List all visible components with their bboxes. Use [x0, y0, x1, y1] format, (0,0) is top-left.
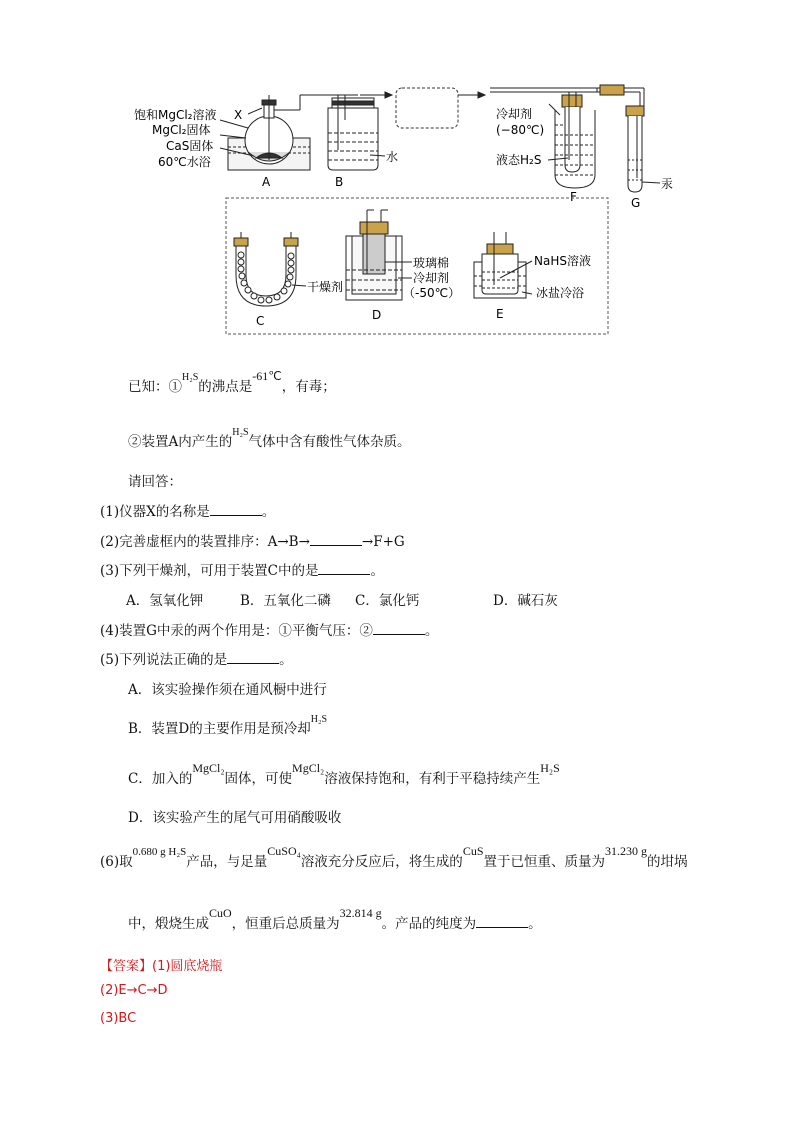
value-h2s-mass: 0.680 g H₂S — [132, 846, 187, 858]
question-6-line-1: (6)取0.680 g H₂S产品，与足量CuSO₄溶液充分反应后，将生成的CuS置于已恒重、质量为31.230 g的坩埚 — [100, 844, 688, 870]
answer-blank — [227, 651, 279, 664]
answer-blank — [318, 562, 370, 575]
answer-line-1: 【答案】(1)圆底烧瓶 — [100, 959, 223, 974]
label-d: D — [372, 308, 382, 322]
question-5-option-c: C．加入的MgCl₂固体，可使MgCl₂溶液保持饱和，有利于平稳持续产生H₂S — [128, 761, 560, 787]
label-coolant2: 冷却剂 — [413, 271, 450, 285]
label-b: B — [335, 175, 344, 189]
answer-line-2: (2)E→C→D — [100, 983, 168, 998]
value-total-mass: 32.814 g — [339, 906, 382, 920]
apparatus-c — [234, 232, 306, 306]
label-sat-mgcl2: 饱和MgCl₂溶液 — [134, 108, 217, 122]
answer-blank — [476, 915, 528, 928]
question-5-option-b: B．装置D的主要作用是预冷却H₂S — [128, 714, 328, 737]
label-cas-solid: CaS固体 — [166, 139, 214, 153]
label-ice-salt: 冰盐冷浴 — [536, 286, 585, 300]
placeholder-box — [396, 88, 458, 128]
value-boiling-point: -61℃ — [252, 369, 282, 383]
label-c: C — [256, 314, 265, 328]
question-1: (1)仪器X的名称是 。 — [100, 504, 276, 520]
label-e: E — [496, 307, 504, 321]
apparatus-a — [220, 95, 345, 170]
question-6-line-2: 中，煅烧生成CuO，恒重后总质量为32.814 g。产品的纯度为 。 — [128, 906, 542, 932]
answer-blank — [373, 622, 425, 635]
question-3-option-c: C．氯化钙 — [355, 593, 420, 609]
question-5-option-d: D．该实验产生的尾气可用硝酸吸收 — [128, 810, 342, 826]
connector-arrow — [458, 92, 485, 98]
question-3-option-b: B．五氧化二磷 — [240, 593, 331, 609]
formula-h2s: H₂S — [310, 714, 328, 725]
question-3: (3)下列干燥剂，可用于装置C中的是 。 — [100, 563, 384, 579]
prompt-text: 请回答： — [128, 474, 182, 490]
label-water: 水 — [386, 150, 399, 164]
label-nahs: NaHS溶液 — [534, 254, 591, 268]
formula-cuso4: CuSO₄ — [267, 844, 301, 858]
formula-cus: CuS — [462, 844, 484, 858]
label-glass-wool: 玻璃棉 — [413, 256, 450, 270]
answer-blank — [210, 503, 262, 516]
apparatus-b — [328, 92, 392, 170]
label-coolant2-temp: （-50℃） — [403, 286, 461, 300]
label-desiccant: 干燥剂 — [307, 280, 344, 294]
label-bath60: 60℃水浴 — [158, 155, 211, 169]
known-item-1: 已知：①H₂S的沸点是-61℃，有毒； — [128, 369, 336, 395]
label-coolant-temp: (−80℃) — [496, 123, 545, 137]
question-2: (2)完善虚框内的装置排序：A→B→ →F+G — [100, 534, 405, 550]
question-3-option-d: D．碱石灰 — [493, 593, 558, 609]
question-5: (5)下列说法正确的是 。 — [100, 652, 293, 668]
label-f: F — [570, 190, 577, 204]
label-g: G — [631, 196, 641, 210]
label-x: X — [234, 108, 243, 122]
formula-mgcl2: MgCl₂ — [192, 761, 225, 775]
label-liquid-h2s: 液态H₂S — [496, 153, 542, 167]
label-coolant: 冷却剂 — [496, 107, 533, 121]
label-mgcl2-solid: MgCl₂固体 — [152, 123, 211, 137]
answer-blank — [310, 533, 362, 546]
label-a: A — [262, 175, 271, 189]
apparatus-figure — [0, 0, 800, 350]
question-4: (4)装置G中汞的两个作用是：①平衡气压：② 。 — [100, 623, 439, 639]
apparatus-e — [474, 232, 532, 298]
known-item-2: ②装置A内产生的H₂S气体中含有酸性气体杂质。 — [128, 427, 411, 450]
question-5-option-a: A．该实验操作须在通风橱中进行 — [128, 682, 327, 698]
question-3-option-a: A．氢氧化钾 — [126, 593, 204, 609]
formula-cuo: CuO — [209, 906, 232, 920]
apparatus-g — [626, 88, 660, 192]
formula-mgcl2: MgCl₂ — [292, 761, 325, 775]
answer-line-3: (3)BC — [100, 1011, 137, 1026]
label-mercury: 汞 — [661, 177, 674, 191]
formula-h2s: H₂S — [232, 427, 249, 438]
formula-h2s: H₂S — [540, 761, 560, 775]
formula-h2s: H₂S — [182, 372, 199, 383]
value-crucible-mass: 31.230 g — [605, 844, 647, 858]
